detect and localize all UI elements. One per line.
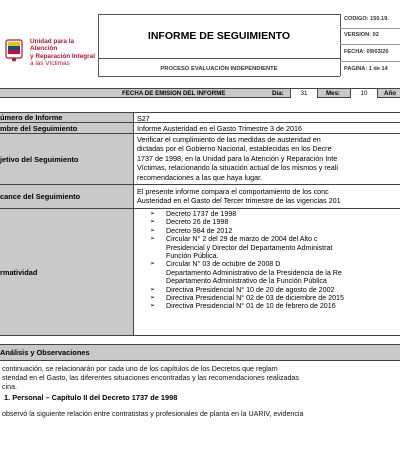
colombia-coat-of-arms-icon [4,38,24,62]
day-label: Día: [272,90,284,97]
analysis-header: Análisis y Observaciones [0,344,400,361]
header-divider [98,58,340,59]
regulation-text: Decreto 984 de 2012 [166,226,233,235]
logo-line-3: a las Víctimas [30,60,70,68]
regulation-text: Directiva Presidencial N° 02 de 03 de diciembre de 2015 [166,294,344,303]
regulation-item [148,294,400,302]
arrow-bullet-icon: ➢ [150,295,156,302]
analysis-intro-line: steridad en el Gasto, las diferentes situaciones encontradas y las recomendaciones realizadas [2,374,299,382]
arrow-bullet-icon: ➢ [150,261,156,268]
logo-text [30,38,98,68]
regulation-text: Circular N° 03 de octubre de 2008 D [166,260,281,269]
regulation-item-continuation [148,277,400,285]
scope-line: Austeridad en el Gasto del Tercer trimestre de las vigencias 201 [137,196,341,206]
regulation-text: Circular N° 2 del 29 de marzo de 2004 del Alto c [166,235,318,244]
regulation-item [148,235,400,243]
scope-row [0,185,400,209]
month-value: 10 [350,89,378,98]
regulation-item-continuation [148,269,400,277]
regulation-text: Decreto 26 de 1998 [166,218,229,227]
regulation-item [148,210,400,218]
arrow-bullet-icon: ➢ [150,227,156,234]
header-divider [98,76,340,77]
meta-divider [340,28,400,29]
day-value: 31 [290,89,318,98]
logo [0,14,98,76]
section-title: 1. Personal – Capítulo II del Decreto 1737 de 1998 [4,393,178,402]
document-date: FECHA: 09/03/20 [344,49,389,55]
scope-text [137,187,400,206]
analysis-intro-line: continuación, se relacionarán por cada uno de los capítulos de los Decretos que reglam [2,365,278,373]
page-number: PAGINA: 1 de 14 [344,66,388,72]
regulation-text: Departamento Administrativo de la Presidencia de la Re [166,268,342,277]
objective-row [0,134,400,185]
arrow-bullet-icon: ➢ [150,303,156,310]
month-label: Mes: [326,90,341,97]
objective-line: Víctimas, relacionando la situación actual de los mismos y reali [137,163,338,173]
year-label: Año [384,90,397,97]
regulation-text: Presidencial y Director del Departamento Administrat [166,243,333,252]
regulation-item [148,286,400,294]
logo-line-2: y Reparación Integral [30,52,95,60]
regulation-item-continuation [148,252,400,260]
scope-label: cance del Seguimiento [0,185,134,208]
regulation-text: Directiva Presidencial N° 10 de 20 de agosto de 2002 [166,285,335,294]
regulation-text: Departamento Administrativo de la Función Pública [166,277,327,286]
process-name: PROCESO EVALUACIÓN INDEPENDIENTE [160,66,278,72]
regulations-list [148,210,400,311]
regulation-text: Función Pública. [166,252,219,261]
report-number-value: S27 [137,114,150,123]
objective-text [137,135,400,182]
objective-line: Verificar el cumplimiento de las medidas de austeridad en [137,135,321,144]
regulations-label: rmatividad [0,209,134,335]
emission-label: FECHA DE EMISION DEL INFORME [122,90,226,97]
document-version: VERSION: 02 [344,32,379,38]
regulations-row [0,209,400,336]
arrow-bullet-icon: ➢ [150,211,156,217]
objective-line: 1737 de 1998, en la Unidad para la Atención y Reparación Inte [137,153,338,163]
report-number-row [0,112,400,123]
regulation-item [148,227,400,235]
report-number-label: úmero de Informe [0,113,134,122]
follow-up-name-label: mbre del Seguimiento [0,123,134,133]
follow-up-name-value: Informe Austeridad en el Gasto Trimestre 3 de 2016 [137,124,303,133]
follow-up-name-row [0,123,400,134]
objective-label: jetivo del Seguimiento [0,134,134,184]
meta-divider [340,44,400,45]
regulation-item [148,218,400,226]
header-divider [340,14,341,76]
regulation-text: Directiva Presidencial N° 01 de 10 de febrero de 2016 [166,302,336,311]
document-title: INFORME DE SEGUIMIENTO [147,30,291,42]
section-text: observó la siguiente relación entre contratistas y profesionales de planta en la UARIV, evidencia [2,410,304,418]
meta-divider [340,61,400,62]
scope-line: El presente informe compara el comportamiento de los conc [137,187,329,196]
arrow-bullet-icon: ➢ [150,236,156,243]
document-code: CODIGO: 150.19. [344,16,389,22]
arrow-bullet-icon: ➢ [150,286,156,293]
logo-line-1: Unidad para la Atención [30,38,75,53]
analysis-intro-line: cina. [2,383,17,391]
regulation-item [148,260,400,268]
regulation-text: Decreto 1737 de 1998 [166,210,237,218]
arrow-bullet-icon: ➢ [150,219,156,226]
document-header [0,0,400,80]
header-divider [98,14,340,15]
emission-date-row [0,88,400,98]
regulation-item [148,302,400,310]
regulation-item-continuation [148,244,400,252]
objective-line: recomendaciones a las que haya lugar. [137,172,263,182]
objective-line: dictadas por el Gobierno Nacional, establecidas en los Decre [137,144,332,154]
